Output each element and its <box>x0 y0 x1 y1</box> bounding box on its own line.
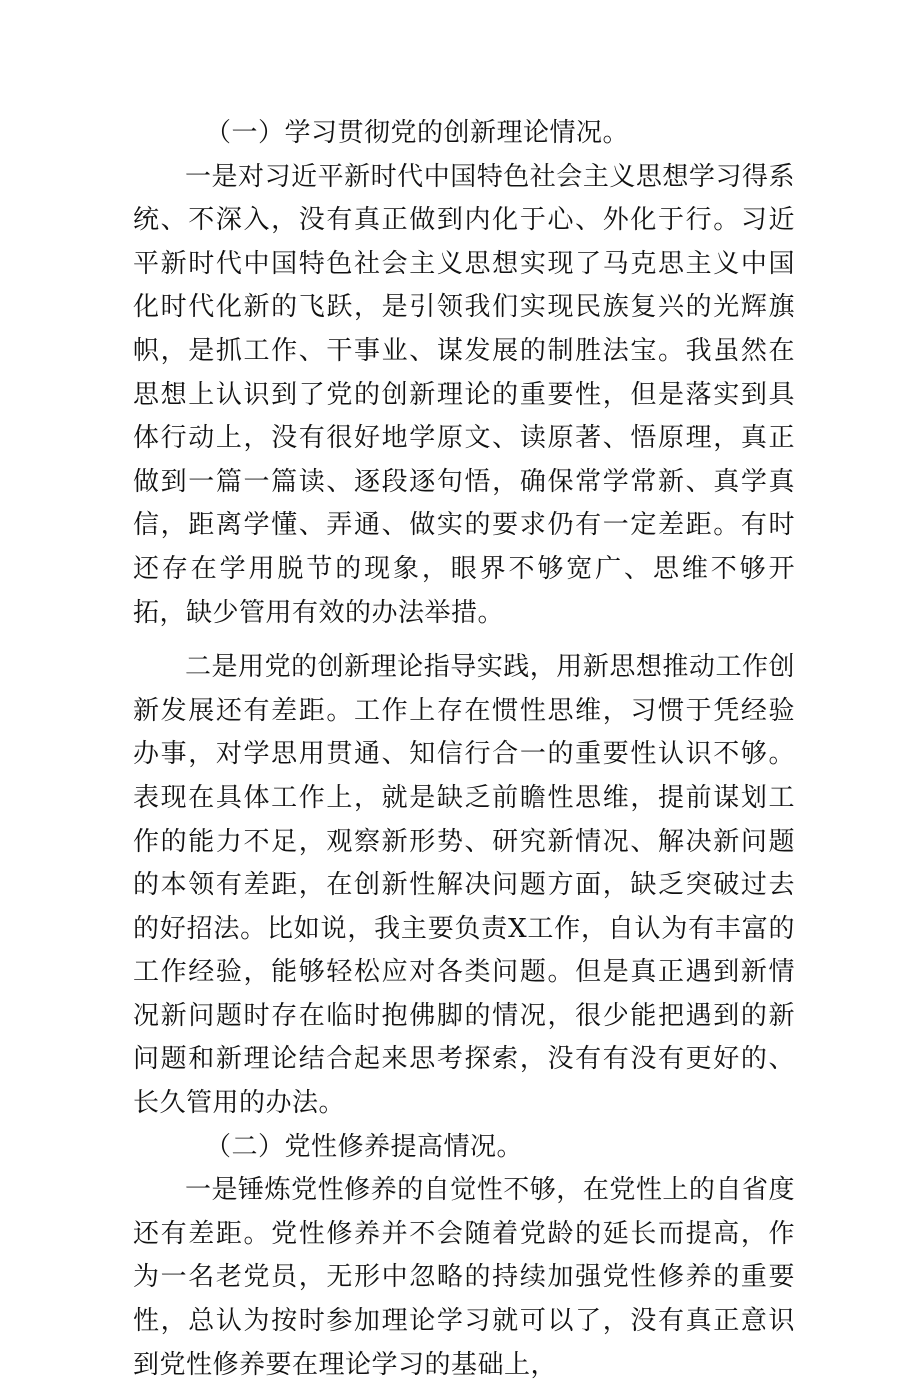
section-2-heading: （二）党性修养提高情况。 <box>205 1131 524 1162</box>
document-body <box>133 112 795 1387</box>
section-2-paragraph-1: 一是锤炼党性修养的自觉性不够，在党性上的自省度还有差距。党性修养并不会随着党龄的延长而提高，作为一名老党员，无形中忽略的持续加强党性修养的重要性，总认为按时参加理论学习就可以了，没有真正意识到党性修养要在理论学习的基础上， <box>133 1175 795 1380</box>
section-1-paragraph-2: 二是用党的创新理论指导实践，用新思想推动工作创新发展还有差距。工作上存在惯性思维，习惯于凭经验办事，对学思用贯通、知信行合一的重要性认识不够。表现在具体工作上，就是缺乏前瞻性思维，提前谋划工作的能力不足，观察新形势、研究新情况、解决新问题的本领有差距，在创新性解决问题方面，缺乏突破过去的好招法。比如说，我主要负责X工作，自认为有丰富的工作经验，能够轻松应对各类问题。但是真正遇到新情况新问题时存在临时抱佛脚的情况，很少能把遇到的新问题和新理论结合起来思考探索，没有有没有更好的、长久管用的办法。 <box>133 652 795 1119</box>
section-1-paragraph-1: 一是对习近平新时代中国特色社会主义思想学习得系统、不深入，没有真正做到内化于心、外化于行。习近平新时代中国特色社会主义思想实现了马克思主义中国化时代化新的飞跃，是引领我们实现民族复兴的光辉旗帜，是抓工作、干事业、谋发展的制胜法宝。我虽然在思想上认识到了党的创新理论的重要性，但是落实到具体行动上，没有很好地学原文、读原著、悟原理，真正做到一篇一篇读、逐段逐句悟，确保常学常新、真学真信，距离学懂、弄通、做实的要求仍有一定差距。有时还存在学用脱节的现象，眼界不够宽广、思维不够开拓，缺少管用有效的办法举措。 <box>133 161 795 628</box>
section-1-heading: （一）学习贯彻党的创新理论情况。 <box>205 118 630 148</box>
